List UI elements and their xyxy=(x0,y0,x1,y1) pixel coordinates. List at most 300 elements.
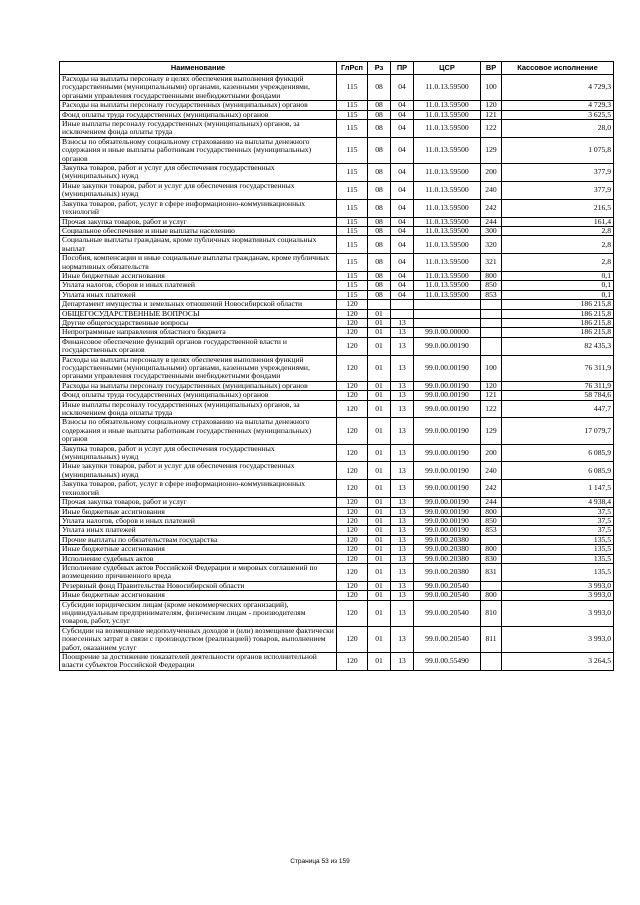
row-name-cell: Расходы на выплаты персоналу в целях обеспечения выполнения функций государственными (муниципальными) органами, казенными учреждениями, органами управления государственными внебюджетными фондами xyxy=(60,75,337,101)
row-name-cell: Фонд оплаты труда государственных (муниципальных) органов xyxy=(60,391,337,400)
row-csr-cell: 99.0.00.00190 xyxy=(414,507,481,516)
row-vr-cell: 200 xyxy=(481,164,502,182)
row-rz-cell: 08 xyxy=(368,254,391,272)
row-name-cell: Уплата иных платежей xyxy=(60,526,337,535)
row-name-cell: Закупка товаров, работ и услуг для обеспечения государственных (муниципальных) нужд xyxy=(60,164,337,182)
row-pr-cell: 04 xyxy=(391,271,414,280)
row-rz-cell: 01 xyxy=(368,600,391,626)
row-name-cell: ОБЩЕГОСУДАРСТВЕННЫЕ ВОПРОСЫ xyxy=(60,309,337,318)
row-pr-cell: 13 xyxy=(391,526,414,535)
row-pr-cell: 04 xyxy=(391,110,414,119)
row-pr-cell: 04 xyxy=(391,101,414,110)
row-name-cell: Непрограммные направления областного бюджета xyxy=(60,328,337,337)
row-name-cell: Исполнение судебных актов xyxy=(60,554,337,563)
row-rz-cell: 01 xyxy=(368,480,391,498)
row-csr-cell: 11.0.13.59500 xyxy=(414,290,481,299)
row-amount-cell: 17 079,7 xyxy=(502,418,614,444)
row-amount-cell: 2,8 xyxy=(502,226,614,235)
table-row xyxy=(60,337,614,355)
row-amount-cell: 4 729,3 xyxy=(502,75,614,101)
row-name-cell: Фонд оплаты труда государственных (муниципальных) органов xyxy=(60,110,337,119)
row-vr-cell: 850 xyxy=(481,281,502,290)
row-pr-cell: 13 xyxy=(391,535,414,544)
row-amount-cell: 4 938,4 xyxy=(502,498,614,507)
row-csr-cell: 99.0.00.00000 xyxy=(414,328,481,337)
row-vr-cell: 244 xyxy=(481,498,502,507)
header-name: Наименование xyxy=(60,62,337,75)
row-csr-cell: 11.0.13.59500 xyxy=(414,137,481,163)
row-pr-cell: 04 xyxy=(391,199,414,217)
row-vr-cell xyxy=(481,535,502,544)
row-name-cell: Уплата иных платежей xyxy=(60,290,337,299)
row-glrsp-cell: 120 xyxy=(337,400,368,418)
row-name-cell: Закупка товаров, работ, услуг в сфере информационно-коммуникационных технологий xyxy=(60,480,337,498)
row-rz-cell: 08 xyxy=(368,164,391,182)
table-row xyxy=(60,554,614,563)
row-vr-cell xyxy=(481,318,502,327)
row-csr-cell: 99.0.00.00190 xyxy=(414,355,481,381)
row-amount-cell: 3 993,0 xyxy=(502,626,614,652)
row-amount-cell: 1 075,8 xyxy=(502,137,614,163)
row-name-cell: Уплата налогов, сборов и иных платежей xyxy=(60,281,337,290)
row-vr-cell: 120 xyxy=(481,101,502,110)
row-pr-cell: 13 xyxy=(391,480,414,498)
row-csr-cell: 11.0.13.59500 xyxy=(414,120,481,138)
header-amount: Кассовое исполнение xyxy=(502,62,614,75)
row-glrsp-cell: 115 xyxy=(337,75,368,101)
row-rz-cell: 01 xyxy=(368,328,391,337)
row-rz-cell: 08 xyxy=(368,75,391,101)
header-csr: ЦСР xyxy=(414,62,481,75)
table-row xyxy=(60,498,614,507)
row-vr-cell: 830 xyxy=(481,554,502,563)
row-amount-cell: 0,1 xyxy=(502,281,614,290)
row-vr-cell xyxy=(481,300,502,309)
row-glrsp-cell: 120 xyxy=(337,554,368,563)
row-vr-cell: 320 xyxy=(481,236,502,254)
row-pr-cell: 04 xyxy=(391,164,414,182)
row-name-cell: Взносы по обязательному социальному страхованию на выплаты денежного содержания и иные выплаты работникам государственных (муниципальных) органов xyxy=(60,137,337,163)
row-amount-cell: 76 311,9 xyxy=(502,381,614,390)
row-amount-cell: 4 729,3 xyxy=(502,101,614,110)
row-rz-cell: 01 xyxy=(368,507,391,516)
row-vr-cell: 800 xyxy=(481,271,502,280)
row-csr-cell: 11.0.13.59500 xyxy=(414,101,481,110)
row-pr-cell: 13 xyxy=(391,418,414,444)
row-name-cell: Иные бюджетные ассигнования xyxy=(60,545,337,554)
row-csr-cell: 99.0.00.20540 xyxy=(414,600,481,626)
row-csr-cell: 99.0.00.00190 xyxy=(414,391,481,400)
row-rz-cell: 08 xyxy=(368,236,391,254)
row-rz-cell: 08 xyxy=(368,120,391,138)
row-csr-cell: 99.0.00.00190 xyxy=(414,498,481,507)
row-name-cell: Прочая закупка товаров, работ и услуг xyxy=(60,217,337,226)
row-amount-cell: 2,8 xyxy=(502,254,614,272)
row-csr-cell: 99.0.00.20540 xyxy=(414,581,481,590)
header-vr: ВР xyxy=(481,62,502,75)
row-rz-cell: 01 xyxy=(368,309,391,318)
row-csr-cell: 11.0.13.59500 xyxy=(414,236,481,254)
row-rz-cell xyxy=(368,300,391,309)
row-pr-cell: 13 xyxy=(391,516,414,525)
table-row xyxy=(60,137,614,163)
table-row xyxy=(60,400,614,418)
row-rz-cell: 01 xyxy=(368,563,391,581)
row-vr-cell: 810 xyxy=(481,600,502,626)
row-rz-cell: 08 xyxy=(368,110,391,119)
row-pr-cell: 13 xyxy=(391,581,414,590)
row-vr-cell: 240 xyxy=(481,181,502,199)
table-row xyxy=(60,309,614,318)
row-rz-cell: 01 xyxy=(368,391,391,400)
row-csr-cell xyxy=(414,300,481,309)
row-vr-cell: 242 xyxy=(481,480,502,498)
row-amount-cell: 186 215,8 xyxy=(502,328,614,337)
budget-table xyxy=(59,61,614,671)
row-rz-cell: 01 xyxy=(368,400,391,418)
row-name-cell: Субсидии на возмещение недополученных доходов и (или) возмещение фактически понесенных затрат в связи с производством (реализацией) товаров, выполнением работ, оказанием услуг xyxy=(60,626,337,652)
row-rz-cell: 01 xyxy=(368,591,391,600)
row-name-cell: Прочие выплаты по обязательствам государства xyxy=(60,535,337,544)
row-glrsp-cell: 115 xyxy=(337,290,368,299)
row-rz-cell: 08 xyxy=(368,290,391,299)
row-rz-cell: 01 xyxy=(368,526,391,535)
row-name-cell: Расходы на выплаты персоналу государственных (муниципальных) органов xyxy=(60,381,337,390)
row-pr-cell: 13 xyxy=(391,563,414,581)
row-amount-cell: 3 264,5 xyxy=(502,653,614,671)
row-glrsp-cell: 120 xyxy=(337,591,368,600)
table-row xyxy=(60,480,614,498)
row-vr-cell: 300 xyxy=(481,226,502,235)
row-glrsp-cell: 115 xyxy=(337,199,368,217)
row-amount-cell: 58 784,6 xyxy=(502,391,614,400)
row-csr-cell: 99.0.00.00190 xyxy=(414,462,481,480)
row-glrsp-cell: 120 xyxy=(337,563,368,581)
row-glrsp-cell: 120 xyxy=(337,480,368,498)
row-rz-cell: 01 xyxy=(368,337,391,355)
row-glrsp-cell: 115 xyxy=(337,254,368,272)
row-glrsp-cell: 115 xyxy=(337,101,368,110)
row-name-cell: Иные выплаты персоналу государственных (муниципальных) органов, за исключением фонда оплаты труда xyxy=(60,400,337,418)
row-rz-cell: 01 xyxy=(368,318,391,327)
row-csr-cell: 99.0.00.20380 xyxy=(414,554,481,563)
row-name-cell: Резервный фонд Правительства Новосибирской области xyxy=(60,581,337,590)
row-amount-cell: 28,0 xyxy=(502,120,614,138)
row-amount-cell: 216,5 xyxy=(502,199,614,217)
row-vr-cell xyxy=(481,337,502,355)
row-vr-cell: 122 xyxy=(481,120,502,138)
row-glrsp-cell: 120 xyxy=(337,355,368,381)
table-row xyxy=(60,600,614,626)
row-pr-cell: 13 xyxy=(391,600,414,626)
row-pr-cell: 04 xyxy=(391,120,414,138)
row-csr-cell: 11.0.13.59500 xyxy=(414,164,481,182)
row-glrsp-cell: 115 xyxy=(337,271,368,280)
row-rz-cell: 01 xyxy=(368,545,391,554)
row-csr-cell xyxy=(414,318,481,327)
table-row xyxy=(60,444,614,462)
row-glrsp-cell: 120 xyxy=(337,391,368,400)
row-pr-cell: 04 xyxy=(391,137,414,163)
table-row xyxy=(60,181,614,199)
row-csr-cell: 99.0.00.00190 xyxy=(414,400,481,418)
table-row xyxy=(60,236,614,254)
row-name-cell: Расходы на выплаты персоналу в целях обеспечения выполнения функций государственными (муниципальными) органами, казенными учреждениями, органами управления государственными внебюджетными фондами xyxy=(60,355,337,381)
row-rz-cell: 08 xyxy=(368,271,391,280)
row-pr-cell: 04 xyxy=(391,217,414,226)
row-csr-cell: 99.0.00.00190 xyxy=(414,480,481,498)
row-rz-cell: 08 xyxy=(368,181,391,199)
row-glrsp-cell: 115 xyxy=(337,226,368,235)
row-glrsp-cell: 120 xyxy=(337,526,368,535)
row-csr-cell: 99.0.00.00190 xyxy=(414,526,481,535)
row-amount-cell: 3 993,0 xyxy=(502,600,614,626)
row-glrsp-cell: 120 xyxy=(337,300,368,309)
row-csr-cell: 99.0.00.20380 xyxy=(414,545,481,554)
row-vr-cell: 800 xyxy=(481,545,502,554)
row-amount-cell: 377,9 xyxy=(502,164,614,182)
row-csr-cell: 99.0.00.20380 xyxy=(414,535,481,544)
row-csr-cell: 99.0.00.20540 xyxy=(414,591,481,600)
row-vr-cell: 100 xyxy=(481,355,502,381)
row-vr-cell: 853 xyxy=(481,526,502,535)
row-vr-cell: 240 xyxy=(481,462,502,480)
row-rz-cell: 01 xyxy=(368,516,391,525)
row-amount-cell: 6 085,9 xyxy=(502,462,614,480)
row-name-cell: Уплата налогов, сборов и иных платежей xyxy=(60,516,337,525)
row-glrsp-cell: 115 xyxy=(337,137,368,163)
row-csr-cell: 11.0.13.59500 xyxy=(414,110,481,119)
table-row xyxy=(60,516,614,525)
header-glrsp: ГлРсп xyxy=(337,62,368,75)
row-pr-cell: 13 xyxy=(391,337,414,355)
row-amount-cell: 37,5 xyxy=(502,507,614,516)
row-amount-cell: 3 993,0 xyxy=(502,591,614,600)
row-pr-cell: 13 xyxy=(391,444,414,462)
row-amount-cell: 135,5 xyxy=(502,563,614,581)
page-footer: Страница 53 из 159 xyxy=(290,858,350,865)
row-glrsp-cell: 115 xyxy=(337,217,368,226)
row-amount-cell: 6 085,9 xyxy=(502,444,614,462)
row-amount-cell: 0,1 xyxy=(502,290,614,299)
table-row xyxy=(60,591,614,600)
row-pr-cell: 13 xyxy=(391,591,414,600)
table-row xyxy=(60,110,614,119)
row-amount-cell: 3 993,0 xyxy=(502,581,614,590)
row-amount-cell: 37,5 xyxy=(502,516,614,525)
row-amount-cell: 1 147,5 xyxy=(502,480,614,498)
row-vr-cell: 121 xyxy=(481,110,502,119)
row-rz-cell: 01 xyxy=(368,418,391,444)
row-glrsp-cell: 120 xyxy=(337,462,368,480)
row-csr-cell: 99.0.00.20380 xyxy=(414,563,481,581)
row-amount-cell: 82 435,3 xyxy=(502,337,614,355)
row-rz-cell: 01 xyxy=(368,626,391,652)
row-rz-cell: 08 xyxy=(368,137,391,163)
row-pr-cell: 13 xyxy=(391,545,414,554)
row-pr-cell: 04 xyxy=(391,254,414,272)
row-rz-cell: 01 xyxy=(368,498,391,507)
row-name-cell: Иные закупки товаров, работ и услуг для обеспечения государственных (муниципальных) нужд xyxy=(60,462,337,480)
table-row xyxy=(60,75,614,101)
row-vr-cell: 800 xyxy=(481,507,502,516)
row-glrsp-cell: 120 xyxy=(337,418,368,444)
row-pr-cell: 04 xyxy=(391,236,414,254)
row-rz-cell: 01 xyxy=(368,462,391,480)
table-row xyxy=(60,653,614,671)
row-pr-cell: 13 xyxy=(391,507,414,516)
table-row xyxy=(60,226,614,235)
row-rz-cell: 08 xyxy=(368,226,391,235)
row-amount-cell: 377,9 xyxy=(502,181,614,199)
row-name-cell: Департамент имущества и земельных отношений Новосибирской области xyxy=(60,300,337,309)
row-glrsp-cell: 120 xyxy=(337,309,368,318)
table-row xyxy=(60,281,614,290)
row-glrsp-cell: 115 xyxy=(337,181,368,199)
table-header-row xyxy=(60,62,614,75)
row-glrsp-cell: 115 xyxy=(337,110,368,119)
table-row xyxy=(60,290,614,299)
row-name-cell: Расходы на выплаты персоналу государственных (муниципальных) органов xyxy=(60,101,337,110)
row-pr-cell xyxy=(391,300,414,309)
row-vr-cell xyxy=(481,581,502,590)
row-pr-cell: 04 xyxy=(391,290,414,299)
row-pr-cell: 13 xyxy=(391,462,414,480)
table-row xyxy=(60,535,614,544)
row-vr-cell: 129 xyxy=(481,137,502,163)
row-csr-cell: 11.0.13.59500 xyxy=(414,281,481,290)
table-row xyxy=(60,507,614,516)
row-rz-cell: 01 xyxy=(368,535,391,544)
row-vr-cell: 850 xyxy=(481,516,502,525)
row-csr-cell: 11.0.13.59500 xyxy=(414,199,481,217)
row-pr-cell: 04 xyxy=(391,281,414,290)
row-amount-cell: 3 625,5 xyxy=(502,110,614,119)
row-csr-cell: 99.0.00.20540 xyxy=(414,626,481,652)
table-row xyxy=(60,526,614,535)
row-glrsp-cell: 120 xyxy=(337,516,368,525)
row-pr-cell: 13 xyxy=(391,391,414,400)
table-row xyxy=(60,199,614,217)
row-csr-cell: 99.0.00.00190 xyxy=(414,381,481,390)
row-rz-cell: 08 xyxy=(368,199,391,217)
table-row xyxy=(60,581,614,590)
table-row xyxy=(60,271,614,280)
row-vr-cell: 800 xyxy=(481,591,502,600)
row-rz-cell: 01 xyxy=(368,381,391,390)
row-csr-cell: 11.0.13.59500 xyxy=(414,271,481,280)
row-rz-cell: 01 xyxy=(368,355,391,381)
row-csr-cell: 11.0.13.59500 xyxy=(414,181,481,199)
row-pr-cell: 04 xyxy=(391,181,414,199)
row-csr-cell xyxy=(414,309,481,318)
row-name-cell: Закупка товаров, работ и услуг для обеспечения государственных (муниципальных) нужд xyxy=(60,444,337,462)
row-csr-cell: 11.0.13.59500 xyxy=(414,226,481,235)
row-name-cell: Иные бюджетные ассигнования xyxy=(60,591,337,600)
row-csr-cell: 11.0.13.59500 xyxy=(414,217,481,226)
row-rz-cell: 01 xyxy=(368,581,391,590)
row-rz-cell: 08 xyxy=(368,217,391,226)
row-glrsp-cell: 120 xyxy=(337,328,368,337)
row-csr-cell: 99.0.00.00190 xyxy=(414,418,481,444)
table-row xyxy=(60,101,614,110)
row-name-cell: Иные бюджетные ассигнования xyxy=(60,271,337,280)
row-name-cell: Закупка товаров, работ, услуг в сфере информационно-коммуникационных технологий xyxy=(60,199,337,217)
row-glrsp-cell: 120 xyxy=(337,535,368,544)
row-rz-cell: 01 xyxy=(368,444,391,462)
row-pr-cell: 13 xyxy=(391,355,414,381)
row-name-cell: Исполнение судебных актов Российской Федерации и мировых соглашений по возмещению причиненного вреда xyxy=(60,563,337,581)
row-amount-cell: 186 215,8 xyxy=(502,318,614,327)
row-pr-cell: 13 xyxy=(391,381,414,390)
row-amount-cell: 37,5 xyxy=(502,526,614,535)
row-name-cell: Иные выплаты персоналу государственных (муниципальных) органов, за исключением фонда оплаты труда xyxy=(60,120,337,138)
row-glrsp-cell: 120 xyxy=(337,381,368,390)
row-vr-cell: 120 xyxy=(481,381,502,390)
row-pr-cell: 13 xyxy=(391,318,414,327)
row-vr-cell: 831 xyxy=(481,563,502,581)
row-pr-cell: 13 xyxy=(391,554,414,563)
row-csr-cell: 99.0.00.00190 xyxy=(414,337,481,355)
row-name-cell: Взносы по обязательному социальному страхованию на выплаты денежного содержания и иные выплаты работникам государственных (муниципальных) органов xyxy=(60,418,337,444)
row-name-cell: Социальные выплаты гражданам, кроме публичных нормативных социальных выплат xyxy=(60,236,337,254)
table-row xyxy=(60,391,614,400)
row-glrsp-cell: 115 xyxy=(337,281,368,290)
row-amount-cell: 0,1 xyxy=(502,271,614,280)
row-csr-cell: 11.0.13.59500 xyxy=(414,254,481,272)
table-row xyxy=(60,545,614,554)
table-row xyxy=(60,120,614,138)
row-rz-cell: 08 xyxy=(368,281,391,290)
table-row xyxy=(60,355,614,381)
row-amount-cell: 186 215,8 xyxy=(502,309,614,318)
table-row xyxy=(60,217,614,226)
row-pr-cell: 13 xyxy=(391,328,414,337)
row-pr-cell: 04 xyxy=(391,226,414,235)
row-amount-cell: 76 311,9 xyxy=(502,355,614,381)
row-glrsp-cell: 120 xyxy=(337,318,368,327)
row-name-cell: Социальное обеспечение и иные выплаты населению xyxy=(60,226,337,235)
row-vr-cell: 100 xyxy=(481,75,502,101)
row-pr-cell: 13 xyxy=(391,626,414,652)
row-rz-cell: 01 xyxy=(368,554,391,563)
row-vr-cell: 244 xyxy=(481,217,502,226)
table-row xyxy=(60,318,614,327)
row-glrsp-cell: 120 xyxy=(337,507,368,516)
row-vr-cell xyxy=(481,653,502,671)
table-row xyxy=(60,563,614,581)
row-glrsp-cell: 120 xyxy=(337,337,368,355)
table-row xyxy=(60,164,614,182)
row-amount-cell: 135,5 xyxy=(502,554,614,563)
row-name-cell: Иные закупки товаров, работ и услуг для обеспечения государственных (муниципальных) нужд xyxy=(60,181,337,199)
row-vr-cell: 121 xyxy=(481,391,502,400)
row-csr-cell: 11.0.13.59500 xyxy=(414,75,481,101)
table-row xyxy=(60,254,614,272)
row-glrsp-cell: 120 xyxy=(337,444,368,462)
header-pr: ПР xyxy=(391,62,414,75)
row-rz-cell: 01 xyxy=(368,653,391,671)
row-glrsp-cell: 120 xyxy=(337,626,368,652)
row-amount-cell: 186 215,8 xyxy=(502,300,614,309)
row-amount-cell: 135,5 xyxy=(502,545,614,554)
row-csr-cell: 99.0.00.00190 xyxy=(414,516,481,525)
row-name-cell: Субсидии юридическим лицам (кроме некоммерческих организаций), индивидуальным предпринимателям, физическим лицам - производителям товаров, работ, услуг xyxy=(60,600,337,626)
row-amount-cell: 161,4 xyxy=(502,217,614,226)
row-glrsp-cell: 115 xyxy=(337,164,368,182)
row-amount-cell: 135,5 xyxy=(502,535,614,544)
row-vr-cell: 242 xyxy=(481,199,502,217)
